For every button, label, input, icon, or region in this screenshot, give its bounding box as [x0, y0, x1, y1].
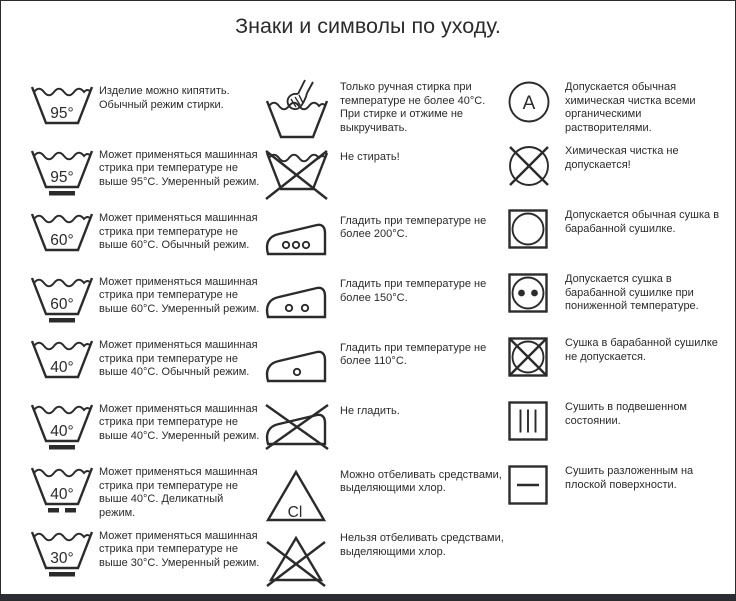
iron-one-dot-icon — [264, 340, 340, 388]
wash-tub-30-mild-icon — [29, 528, 99, 580]
care-row-text: Химическая чистка не допускается! — [565, 145, 679, 171]
care-row — [507, 463, 731, 527]
bottom-divider-bar — [1, 594, 735, 600]
wash-tub-40-mild-icon — [29, 401, 99, 453]
care-row-text: Может применяться машинная стрика при температуре не выше 95°С. Умеренный режим. — [99, 148, 260, 188]
dry-column — [507, 79, 731, 527]
care-row — [29, 464, 261, 528]
care-row-text: Сушка в барабанной сушилке не допускается. — [565, 337, 718, 363]
care-row — [29, 147, 261, 211]
care-row-text: Не гладить. — [340, 405, 400, 417]
care-row-text: Может применяться машинная стрика при температуре не выше 40°С. Деликатный режим. — [99, 466, 258, 519]
wash-tub-60-mild-icon — [29, 274, 99, 326]
wash-tub-95-icon — [29, 83, 99, 135]
care-row — [29, 210, 261, 274]
care-row — [507, 271, 731, 335]
wash-tub-40-icon — [29, 337, 99, 389]
wash-temp-label: 60° — [50, 232, 74, 249]
care-row — [264, 149, 504, 213]
care-row — [29, 83, 261, 147]
care-row — [29, 528, 261, 592]
care-row — [507, 79, 731, 143]
care-row — [507, 399, 731, 463]
wash-temp-label: 40° — [50, 422, 74, 440]
no-tumble-dry-icon — [507, 335, 565, 378]
iron-bleach-column — [264, 79, 504, 594]
care-row-text: Не стирать! — [340, 151, 400, 163]
care-row — [507, 143, 731, 207]
care-row-text: Может применяться машинная стрика при температуре не выше 40°С. Умеренный режим. — [99, 402, 260, 442]
care-row-text: Гладить при температуре не более 150°С. — [340, 278, 487, 304]
care-row-text: Можно отбеливать средствами, выделяющими хлор. — [340, 468, 502, 494]
wash-tub-60-icon — [29, 210, 99, 262]
care-row — [29, 274, 261, 338]
line-dry-icon — [507, 399, 565, 442]
care-row-text: Может применяться машинная стрика при температуре не выше 40°С. Обычный режим. — [99, 339, 258, 378]
care-row-text: Сушить разложенным на плоской поверхности. — [565, 465, 694, 491]
care-row-text: Сушить в подвешенном состоянии. — [565, 401, 687, 427]
do-not-bleach-icon — [264, 530, 340, 588]
wash-temp-label: 95° — [50, 105, 74, 122]
care-row-text: Может применяться машинная стрика при температуре не выше 30°С. Умеренный режим. — [99, 529, 260, 569]
care-row-text: Может применяться машинная стрика при температуре не выше 60°С. Умеренный режим. — [99, 275, 260, 315]
wash-column — [29, 83, 261, 591]
care-row — [264, 403, 504, 467]
wash-temp-label: 60° — [50, 295, 74, 313]
no-dry-clean-icon — [507, 143, 565, 188]
care-row — [264, 340, 504, 404]
hand-wash-icon — [264, 79, 340, 141]
care-row-text: Допускается обычная химическая чистка всеми органическими растворителями. — [565, 81, 696, 134]
care-row — [264, 530, 504, 594]
care-row — [264, 213, 504, 277]
care-row-text: Допускается сушка в барабанной сушилке при пониженной температуре. — [565, 273, 699, 312]
care-row — [507, 207, 731, 271]
care-row — [29, 337, 261, 401]
care-row-text: Гладить при температуре не более 110°С. — [340, 341, 487, 367]
do-not-iron-icon — [264, 403, 340, 451]
care-row-text: Гладить при температуре не более 200°С. — [340, 214, 487, 240]
tumble-dry-icon — [507, 207, 565, 250]
dry-clean-icon — [507, 79, 565, 124]
wash-temp-label: 40° — [50, 486, 74, 503]
wash-tub-95-mild-icon — [29, 147, 99, 199]
care-row-text: Нельзя отбеливать средствами, выделяющими хлор. — [340, 532, 504, 558]
care-row-text: Допускается обычная сушка в барабанной сушилке. — [565, 209, 720, 235]
wash-temp-label: 40° — [50, 359, 74, 376]
care-row — [507, 335, 731, 399]
iron-three-dots-icon — [264, 213, 340, 261]
iron-two-dots-icon — [264, 276, 340, 324]
wash-tub-40-delicate-icon — [29, 464, 99, 516]
care-row-text: Может применяться машинная стрика при температуре не выше 60°С. Обычный режим. — [99, 212, 258, 251]
care-row — [264, 276, 504, 340]
bleach-label: Cl — [287, 503, 303, 521]
care-row — [264, 79, 504, 149]
care-row-text: Изделие можно кипятить. Обычный режим стирки. — [99, 85, 230, 111]
wash-temp-label: 30° — [50, 549, 74, 567]
care-row — [264, 467, 504, 531]
page-title: Знаки и символы по уходу. — [235, 14, 501, 38]
do-not-wash-icon — [264, 149, 340, 201]
bleach-allowed-icon — [264, 467, 340, 525]
flat-dry-icon — [507, 463, 565, 506]
wash-temp-label: 95° — [50, 168, 74, 186]
care-row — [29, 401, 261, 465]
care-row-text: Только ручная стирка при температуре не более 40°С. При стирке и отжиме не выкручивать. — [340, 81, 486, 134]
tumble-dry-low-icon — [507, 271, 565, 314]
dry-clean-label: A — [522, 93, 536, 114]
